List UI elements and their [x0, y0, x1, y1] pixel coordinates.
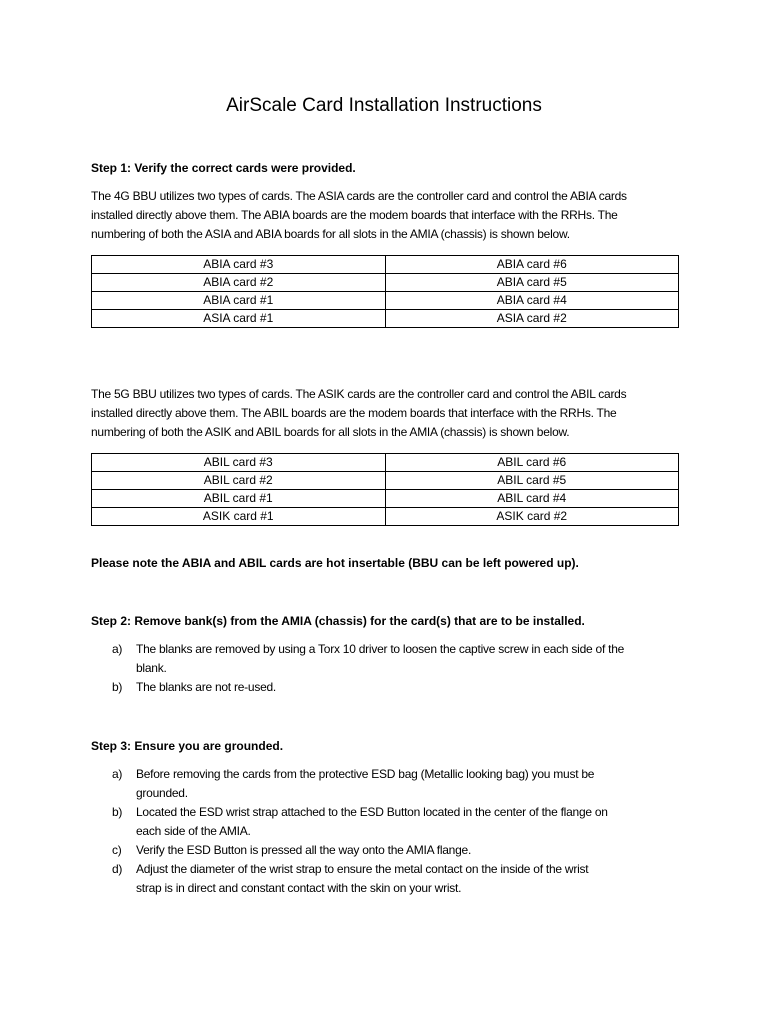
table-row	[92, 490, 679, 508]
list-item	[112, 765, 692, 803]
list-item	[112, 803, 692, 841]
table-4g-cards	[91, 255, 679, 328]
table-cell: ABIL card #4	[385, 490, 679, 508]
list-line: each side of the AMIA.	[136, 824, 251, 838]
table-cell: ABIA card #1	[92, 292, 386, 310]
table-5g-cards	[91, 453, 679, 526]
table-cell: ABIL card #3	[92, 454, 386, 472]
step3-heading: Step 3: Ensure you are grounded.	[91, 739, 284, 753]
list-line: grounded.	[136, 786, 188, 800]
list-marker: d)	[112, 862, 123, 876]
table-cell: ABIA card #6	[385, 256, 679, 274]
list-line: Adjust the diameter of the wrist strap to ensure the metal contact on the inside of the wrist	[136, 862, 589, 876]
step3-list	[112, 765, 692, 898]
list-line: The blanks are removed by using a Torx 10 driver to loosen the captive screw in each side of the	[136, 642, 625, 656]
table-cell: ABIL card #6	[385, 454, 679, 472]
list-marker: b)	[112, 680, 123, 694]
table-cell: ABIA card #4	[385, 292, 679, 310]
hot-insert-note: Please note the ABIA and ABIL cards are hot insertable (BBU can be left powered up).	[91, 556, 579, 570]
para-line: The 4G BBU utilizes two types of cards. The ASIA cards are the controller card and control the ABIA cards	[91, 189, 627, 203]
para-line: installed directly above them. The ABIA boards are the modem boards that interface with the RRHs. The	[91, 208, 618, 222]
table-row	[92, 454, 679, 472]
step2-list	[112, 640, 692, 697]
page-title: AirScale Card Installation Instructions	[226, 95, 542, 116]
list-marker: a)	[112, 642, 123, 656]
table-cell: ASIA card #1	[92, 310, 386, 328]
para-4g-bbu	[91, 187, 691, 244]
table-row	[92, 274, 679, 292]
table-cell: ASIA card #2	[385, 310, 679, 328]
table-cell: ABIA card #5	[385, 274, 679, 292]
step1-heading: Step 1: Verify the correct cards were provided.	[91, 161, 356, 175]
para-line: numbering of both the ASIK and ABIL boards for all slots in the AMIA (chassis) is shown below.	[91, 425, 570, 439]
table-row	[92, 292, 679, 310]
para-line: The 5G BBU utilizes two types of cards. The ASIK cards are the controller card and control the ABIL cards	[91, 387, 627, 401]
table-cell: ABIL card #5	[385, 472, 679, 490]
list-marker: a)	[112, 767, 123, 781]
list-line: strap is in direct and constant contact with the skin on your wrist.	[136, 881, 462, 895]
table-row	[92, 256, 679, 274]
table-cell: ABIA card #3	[92, 256, 386, 274]
list-line: Before removing the cards from the protective ESD bag (Metallic looking bag) you must be	[136, 767, 595, 781]
para-5g-bbu	[91, 385, 691, 442]
para-line: numbering of both the ASIA and ABIA boards for all slots in the AMIA (chassis) is shown below.	[91, 227, 570, 241]
list-marker: c)	[112, 843, 122, 857]
table-row	[92, 472, 679, 490]
table-row	[92, 310, 679, 328]
list-item	[112, 841, 692, 860]
list-item	[112, 640, 692, 678]
table-cell: ABIA card #2	[92, 274, 386, 292]
list-line: blank.	[136, 661, 167, 675]
list-marker: b)	[112, 805, 123, 819]
step2-heading: Step 2: Remove bank(s) from the AMIA (chassis) for the card(s) that are to be installed.	[91, 614, 585, 628]
table-cell: ABIL card #1	[92, 490, 386, 508]
list-line: Located the ESD wrist strap attached to the ESD Button located in the center of the flange on	[136, 805, 608, 819]
list-item	[112, 678, 692, 697]
list-item	[112, 860, 692, 898]
table-cell: ASIK card #1	[92, 508, 386, 526]
table-cell: ABIL card #2	[92, 472, 386, 490]
para-line: installed directly above them. The ABIL boards are the modem boards that interface with the RRHs. The	[91, 406, 617, 420]
table-row	[92, 508, 679, 526]
list-line: The blanks are not re-used.	[136, 680, 276, 694]
table-cell: ASIK card #2	[385, 508, 679, 526]
list-line: Verify the ESD Button is pressed all the way onto the AMIA flange.	[136, 843, 472, 857]
